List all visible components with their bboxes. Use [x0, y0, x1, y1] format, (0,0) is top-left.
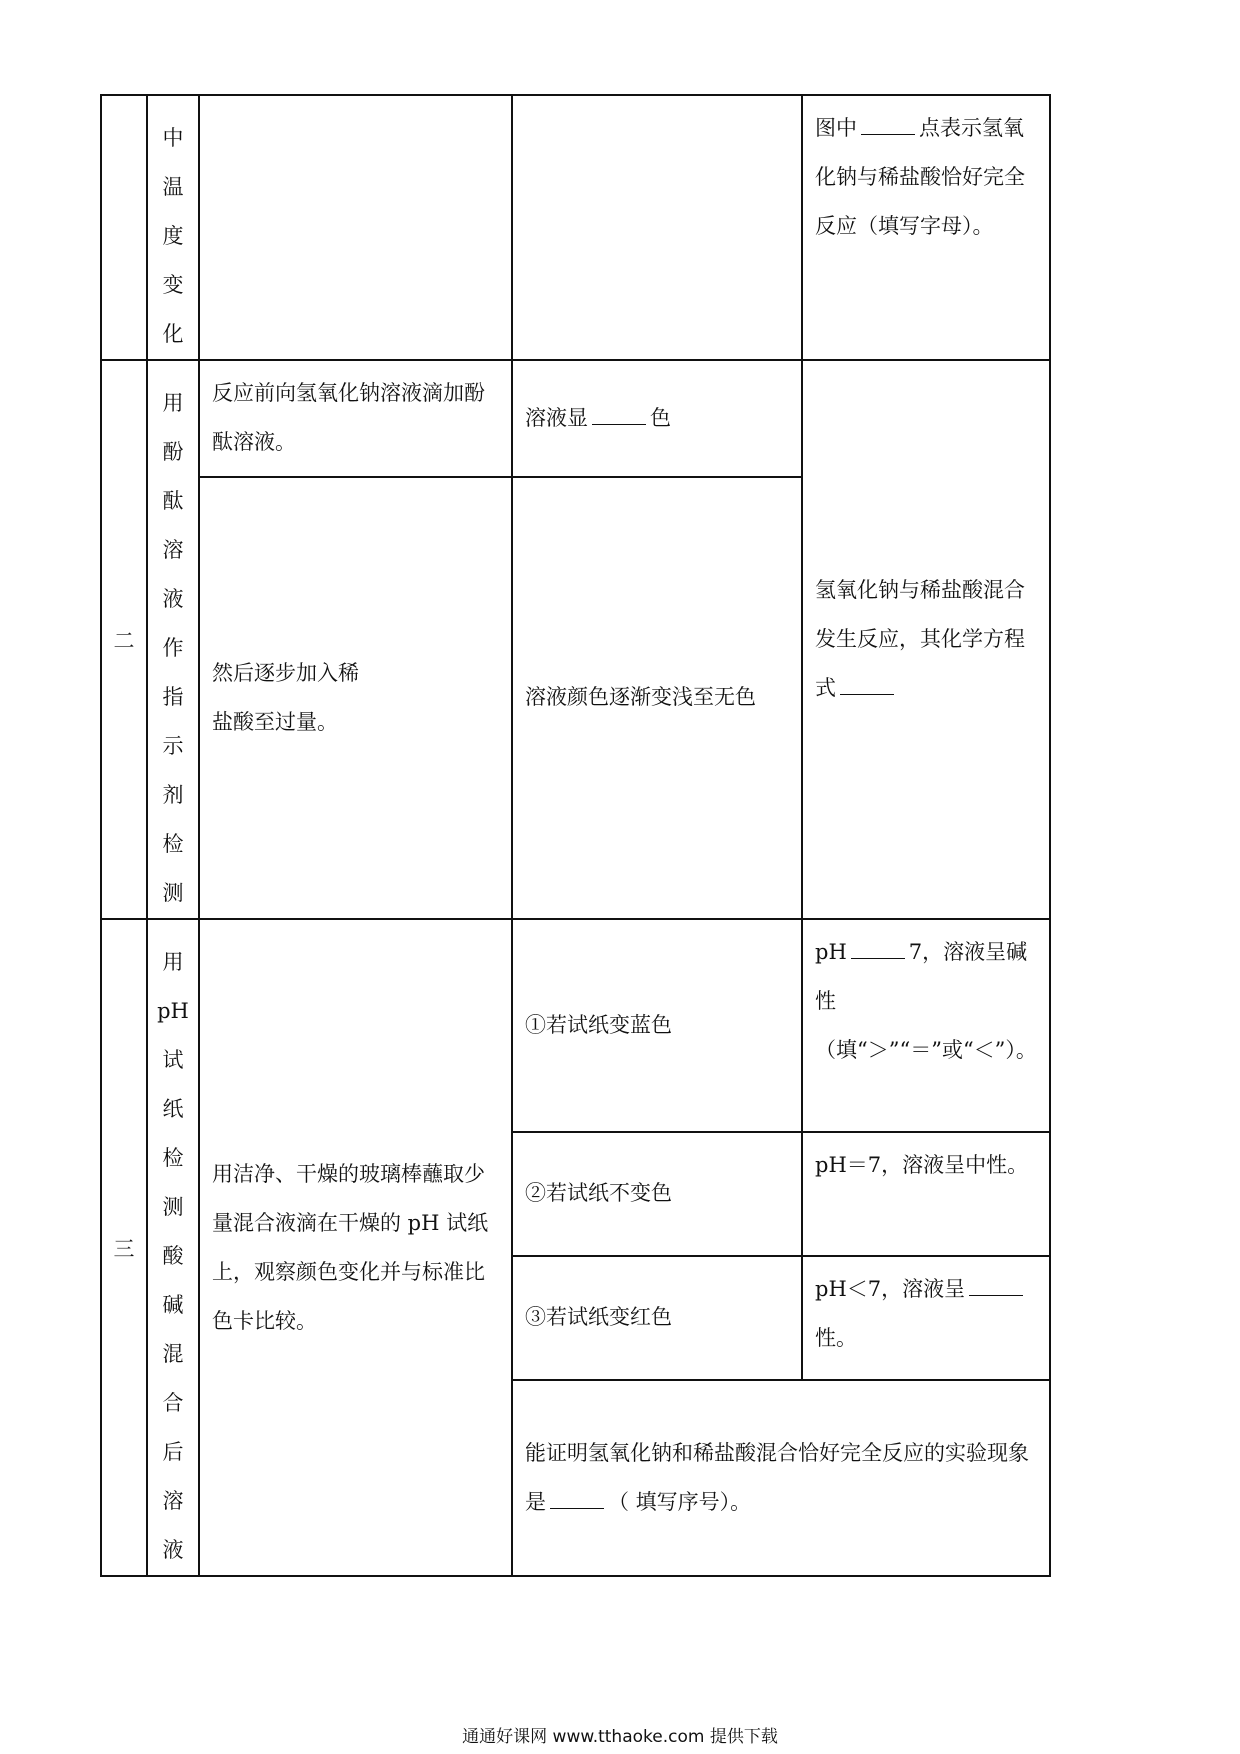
answer-blank[interactable] — [851, 939, 905, 959]
ph-paper-method: 用洁净、干燥的玻璃棒蘸取少量混合液滴在干燥的 pH 试纸上，观察颜色变化并与标准比色卡比较。 — [199, 919, 512, 1576]
row-temperature-label: 中 温 度 变 化 — [147, 95, 199, 360]
phenolphthalein-observation-1: 溶液显 色 — [512, 360, 802, 477]
answer-blank[interactable] — [592, 405, 646, 425]
row-ph-paper-num: 三 — [101, 919, 147, 1576]
experiment-table — [100, 94, 1051, 1577]
phenolphthalein-step-2: 然后逐步加入稀 盐酸至过量。 — [199, 477, 512, 919]
ph-paper-proof: 能证明氢氧化钠和稀盐酸混合恰好完全反应的实验现象是 （ 填写序号）。 — [512, 1380, 1050, 1576]
row-temperature-step — [199, 95, 512, 360]
page-footer: 通通好课网 www.tthaoke.com 提供下载 — [462, 1727, 778, 1747]
row-temperature-observation — [512, 95, 802, 360]
ph-paper-observation-b: ②若试纸不变色 — [512, 1132, 802, 1256]
row-phenolphthalein-1 — [101, 360, 1050, 477]
ph-paper-observation-a: ①若试纸变蓝色 — [512, 919, 802, 1132]
row-temperature-conclusion: 图中 点表示氢氧化钠与稀盐酸恰好完全反应（填写字母）。 — [802, 95, 1050, 360]
row-phenolphthalein-label: 用 酚 酞 溶 液 作 指 示 剂 检 测 — [147, 360, 199, 919]
row-ph-paper-a — [101, 919, 1050, 1132]
phenolphthalein-conclusion: 氢氧化钠与稀盐酸混合发生反应，其化学方程式 — [802, 360, 1050, 919]
ph-paper-conclusion-b: pH＝7，溶液呈中性。 — [802, 1132, 1050, 1256]
answer-blank[interactable] — [969, 1276, 1023, 1296]
ph-paper-observation-c: ③若试纸变红色 — [512, 1256, 802, 1381]
answer-blank[interactable] — [861, 115, 915, 135]
phenolphthalein-observation-2: 溶液颜色逐渐变浅至无色 — [512, 477, 802, 919]
answer-blank[interactable] — [840, 675, 894, 695]
phenolphthalein-step-1: 反应前向氢氧化钠溶液滴加酚酞溶液。 — [199, 360, 512, 477]
ph-paper-conclusion-c: pH＜7，溶液呈性。 — [802, 1256, 1050, 1381]
row-ph-paper-label: 用 pH 试 纸 检 测 酸 碱 混 合 后 溶 液 — [147, 919, 199, 1576]
row-temperature — [101, 95, 1050, 360]
row-phenolphthalein-num: 二 — [101, 360, 147, 919]
answer-blank[interactable] — [550, 1489, 604, 1509]
row-temperature-num — [101, 95, 147, 360]
ph-paper-conclusion-a: pH 7，溶液呈碱性（填“＞”“＝”或“＜”）。 — [802, 919, 1050, 1132]
